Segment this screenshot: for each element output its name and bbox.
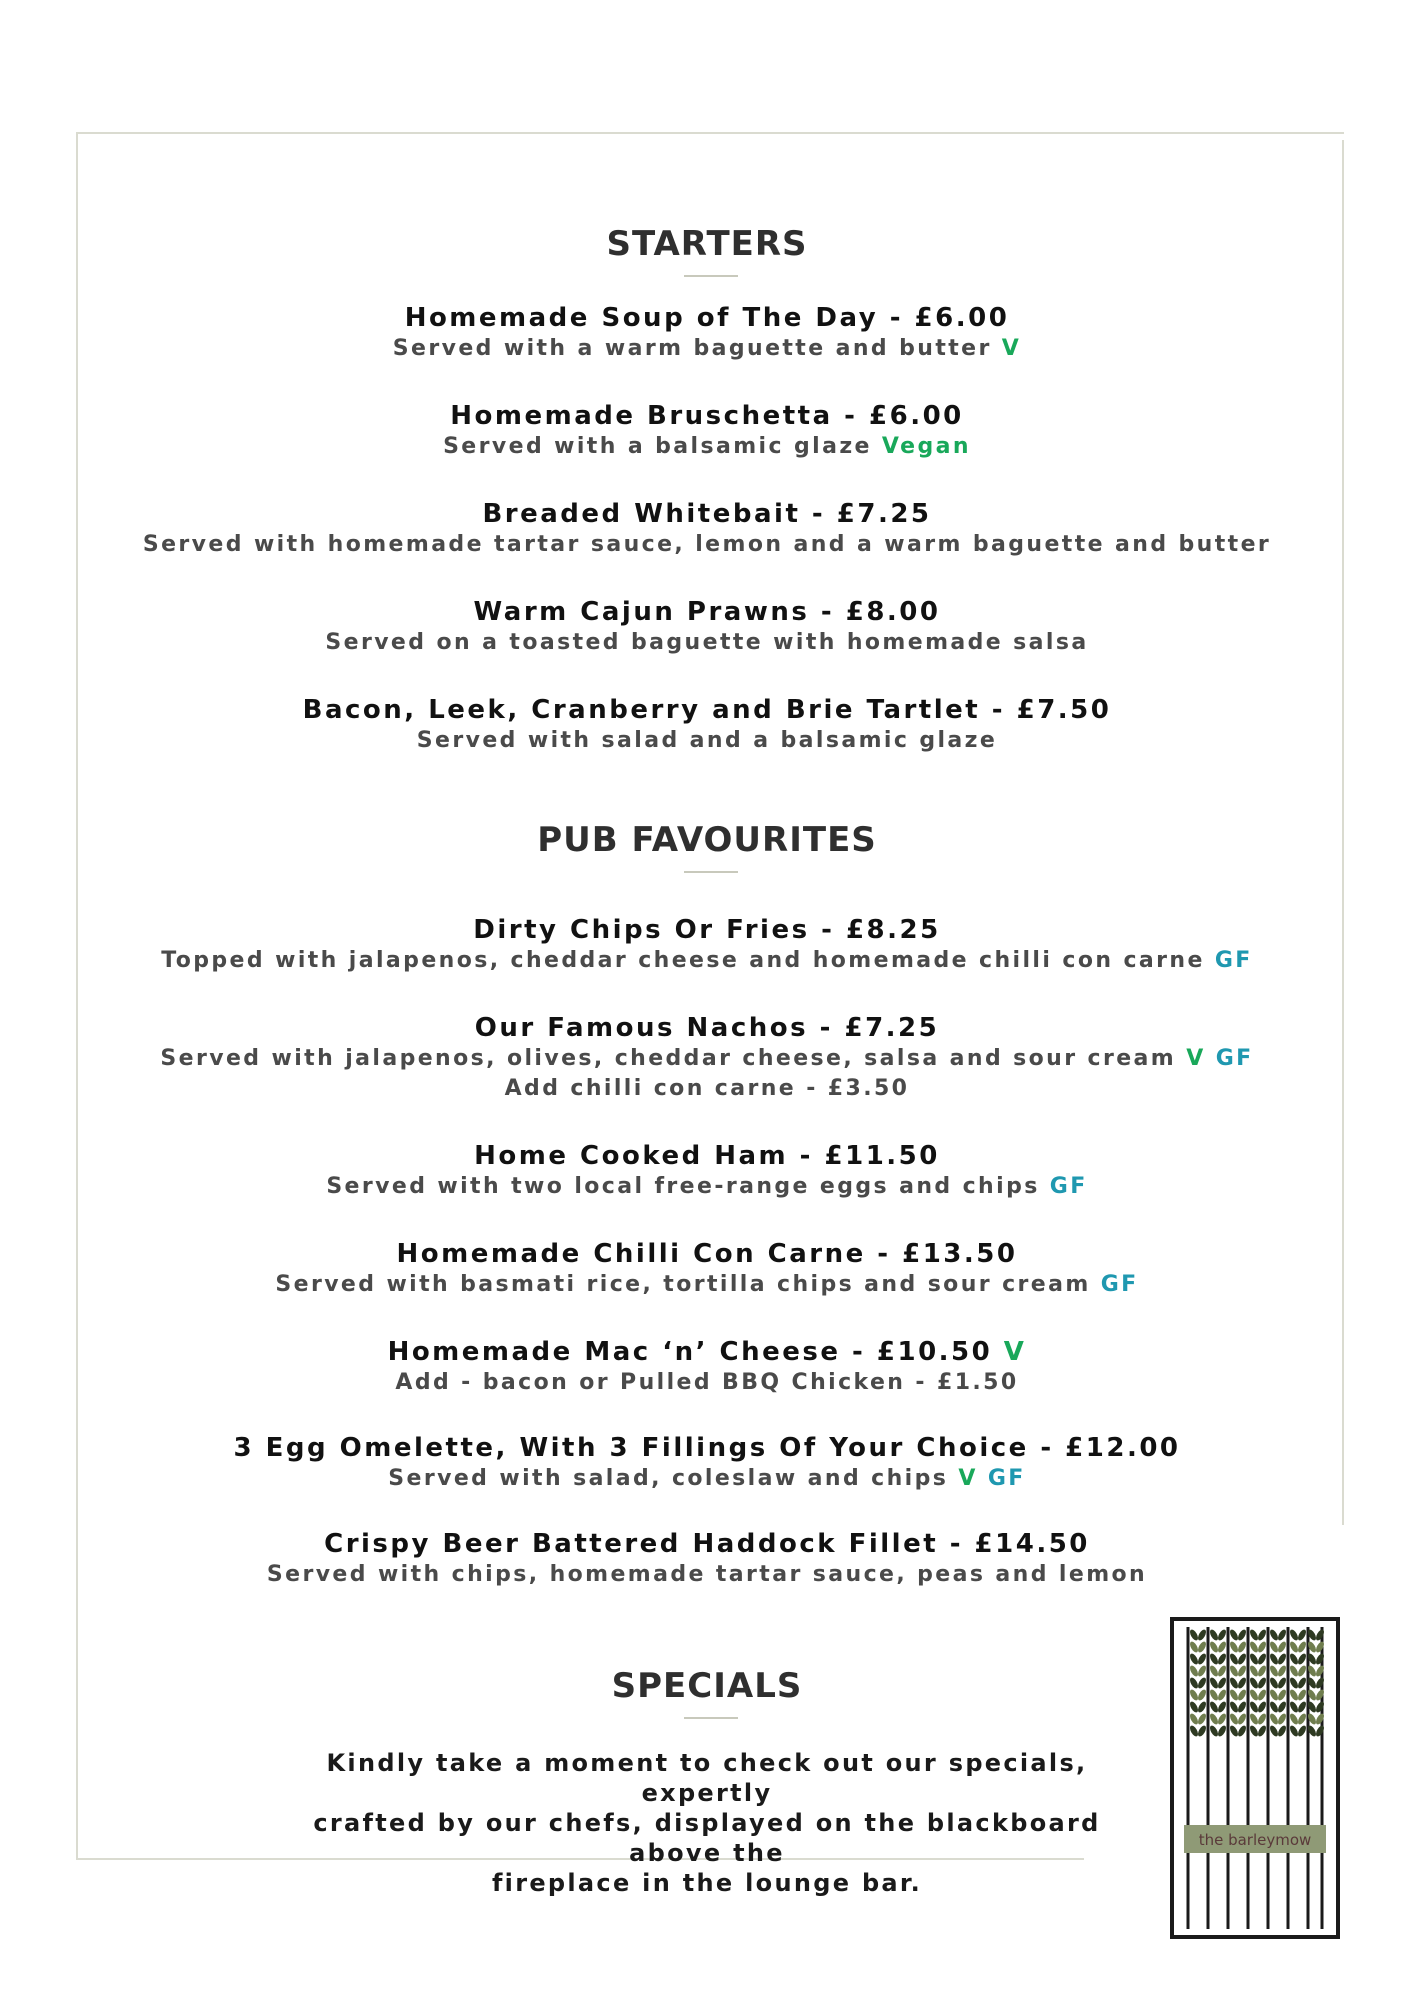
logo-text: the barleymow: [1198, 1831, 1312, 1849]
tag-vegetarian: V: [1186, 1046, 1206, 1071]
menu-item: [0, 1012, 1414, 1104]
section-title-specials: SPECIALS: [611, 1666, 803, 1706]
tag-gluten-free: GF: [1214, 948, 1253, 973]
specials-line: fireplace in the lounge bar.: [491, 1869, 923, 1897]
tag-vegan: Vegan: [881, 434, 971, 459]
item-desc: Topped with jalapenos, cheddar cheese and homemade chilli con carne: [161, 948, 1205, 973]
menu-item: [0, 694, 1414, 756]
item-name: Homemade Chilli Con Carne - £13.50: [396, 1239, 1018, 1269]
item-desc-line: [0, 432, 1414, 462]
item-name: Home Cooked Ham - £11.50: [474, 1141, 940, 1171]
item-name: Breaded Whitebait - £7.25: [482, 499, 932, 529]
item-desc: Served with chips, homemade tartar sauce, peas and lemon: [266, 1562, 1148, 1587]
menu-item: [0, 400, 1414, 462]
menu-item: [0, 498, 1414, 560]
item-name: Homemade Bruschetta - £6.00: [450, 401, 964, 431]
tag-gluten-free: GF: [1215, 1046, 1254, 1071]
specials-line: crafted by our chefs, displayed on the blackboard above the: [313, 1809, 1101, 1867]
tag-gluten-free: GF: [1100, 1272, 1139, 1297]
menu-item: [0, 596, 1414, 658]
item-desc: Served with a balsamic glaze: [443, 434, 872, 459]
menu-item: [0, 302, 1414, 364]
specials-text: [290, 1748, 1124, 1898]
menu-item: [0, 1140, 1414, 1202]
item-desc-line: [0, 334, 1414, 364]
tag-gluten-free: GF: [1049, 1174, 1088, 1199]
item-name-line: [0, 1336, 1414, 1368]
item-desc: Served with jalapenos, olives, cheddar cheese, salsa and sour cream: [160, 1046, 1177, 1071]
logo-svg: [1170, 1617, 1340, 1939]
item-desc-line: [0, 1044, 1414, 1074]
menu-item: [0, 1528, 1414, 1590]
item-name: Warm Cajun Prawns - £8.00: [473, 597, 941, 627]
item-desc-line: [0, 946, 1414, 976]
item-name: Dirty Chips Or Fries - £8.25: [473, 915, 941, 945]
menu-item: [0, 914, 1414, 976]
item-desc: Served with a warm baguette and butter: [392, 336, 992, 361]
item-desc: Served on a toasted baguette with homemade salsa: [325, 630, 1089, 655]
tag-vegetarian: V: [1003, 1337, 1027, 1367]
frame-left-line: [76, 132, 78, 1860]
item-desc: Add - bacon or Pulled BBQ Chicken - £1.50: [395, 1370, 1019, 1395]
item-desc: Served with two local free-range eggs and chips: [326, 1174, 1040, 1199]
menu-item: [0, 1336, 1414, 1398]
item-desc: Served with salad and a balsamic glaze: [416, 728, 998, 753]
item-desc: Served with homemade tartar sauce, lemon and a warm baguette and butter: [142, 532, 1272, 557]
item-name: Our Famous Nachos - £7.25: [474, 1013, 940, 1043]
item-desc-line: [0, 1172, 1414, 1202]
item-name: Homemade Mac ‘n’ Cheese - £10.50: [387, 1337, 993, 1367]
tag-vegetarian: V: [958, 1466, 978, 1491]
section-rule: [684, 275, 738, 277]
item-name: Homemade Soup of The Day - £6.00: [404, 303, 1010, 333]
specials-line: Kindly take a moment to check out our specials, expertly: [326, 1749, 1088, 1807]
section-title-starters: STARTERS: [606, 224, 808, 264]
section-title-pub-favourites: PUB FAVOURITES: [537, 820, 877, 860]
item-name: Crispy Beer Battered Haddock Fillet - £14.50: [324, 1529, 1090, 1559]
item-desc-line: [0, 1270, 1414, 1300]
menu-item: [0, 1238, 1414, 1300]
frame-top-line: [76, 132, 1344, 134]
item-desc: Served with salad, coleslaw and chips: [388, 1466, 949, 1491]
item-name: 3 Egg Omelette, With 3 Fillings Of Your Choice - £12.00: [233, 1433, 1181, 1463]
tag-vegetarian: V: [1001, 336, 1022, 361]
item-extra: Add chilli con carne - £3.50: [504, 1076, 910, 1101]
section-rule: [684, 1717, 738, 1719]
barley-wheat-logo-icon: [1170, 1617, 1340, 1943]
menu-item: [0, 1432, 1414, 1494]
item-desc-line: [0, 1464, 1414, 1494]
item-name: Bacon, Leek, Cranberry and Brie Tartlet - £7.50: [302, 695, 1112, 725]
section-rule: [684, 871, 738, 873]
tag-gluten-free: GF: [987, 1466, 1026, 1491]
item-desc: Served with basmati rice, tortilla chips and sour cream: [275, 1272, 1091, 1297]
